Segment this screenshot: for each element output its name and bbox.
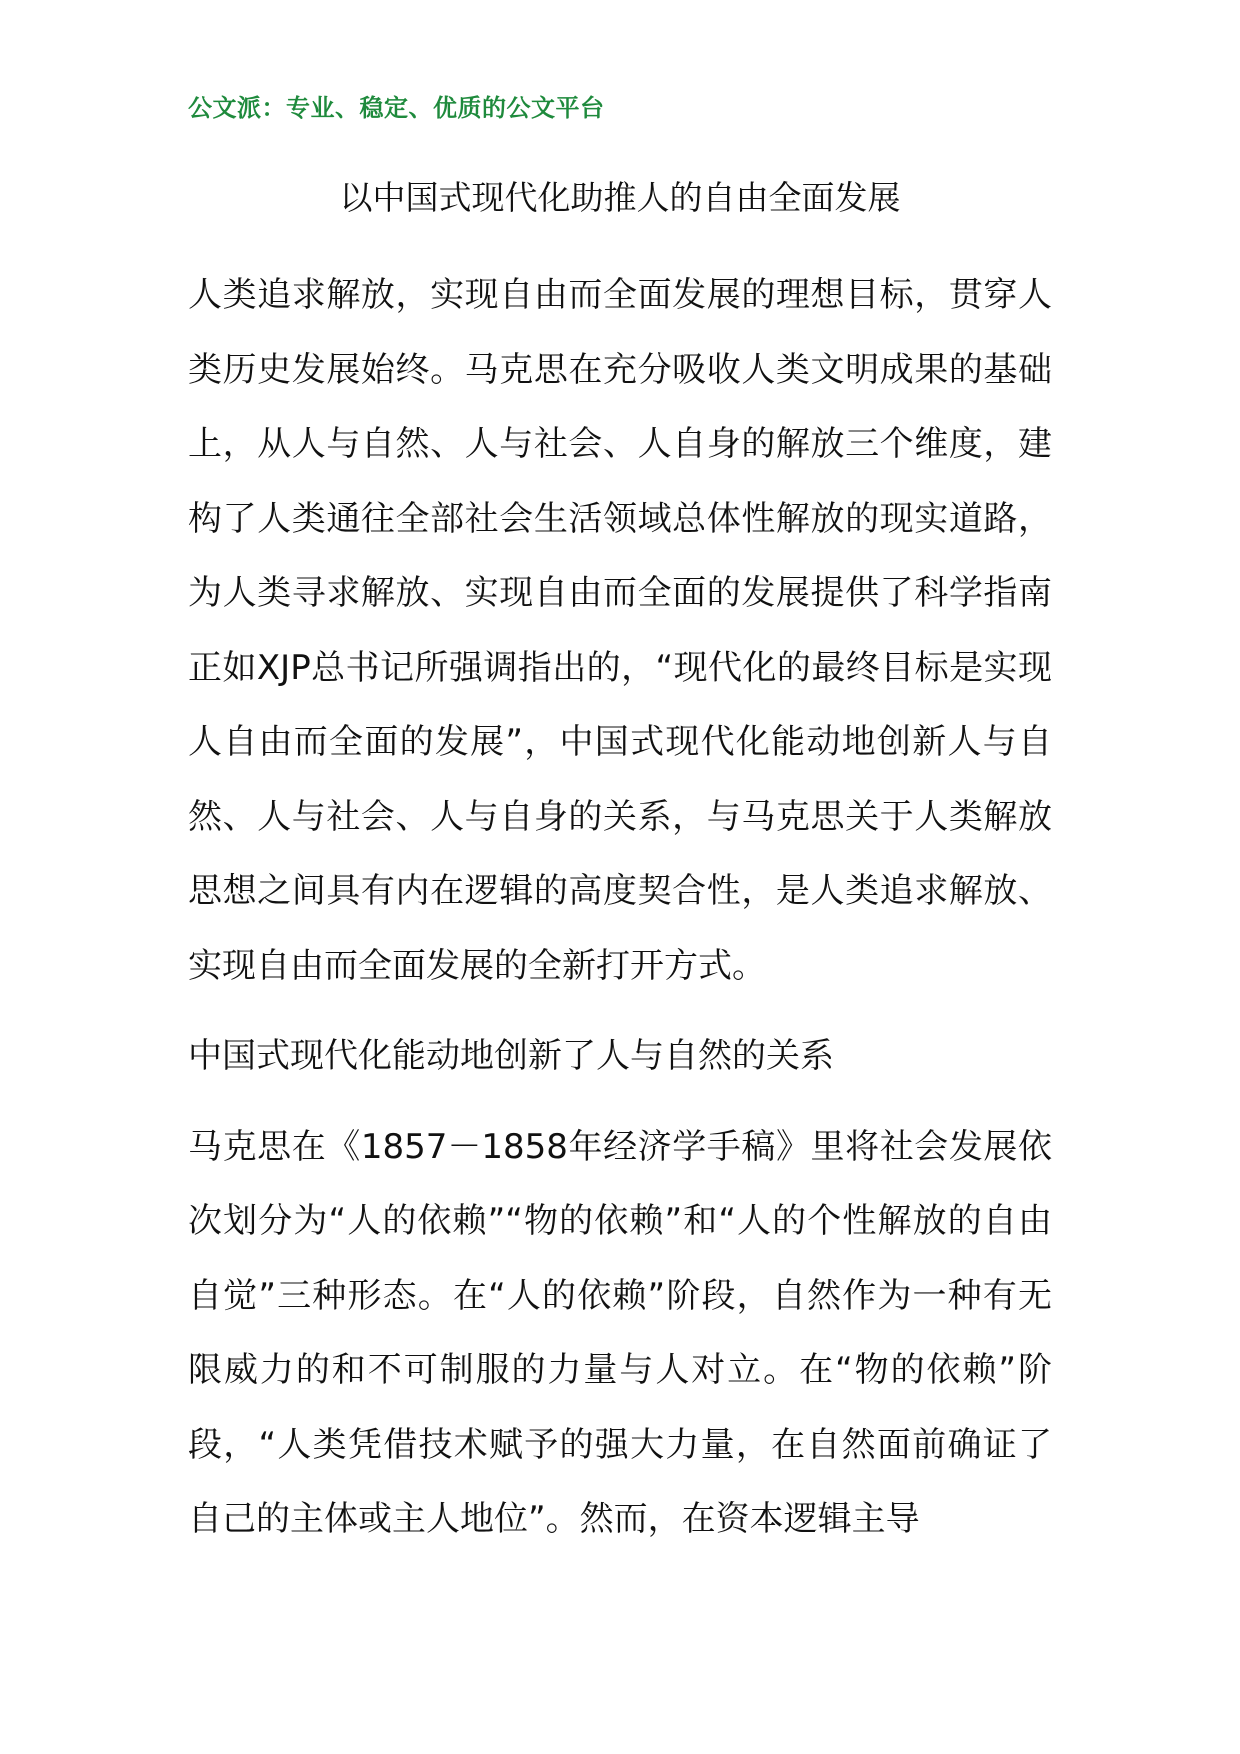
paragraph-intro: 人类追求解放，实现自由而全面发展的理想目标，贯穿人类历史发展始终。马克思在充分吸收人类文明成果的基础上，从人与自然、人与社会、人自身的解放三个维度，建构了人类通往全部社会生活领域总体性解放的现实道路，为人类寻求解放、实现自由而全面的发展提供了科学指南正如XJP总书记所强调指出的，“现代化的最终目标是实现人自由而全面的发展”，中国式现代化能动地创新人与自然、人与社会、人与自身的关系，与马克思关于人类解放思想之间具有内在逻辑的高度契合性，是人类追求解放、实现自由而全面发展的全新打开方式。 bbox=[188, 275, 1052, 986]
document-title: 以中国式现代化助推人的自由全面发展 bbox=[339, 178, 901, 217]
paragraph-section-1: 马克思在《1857－1858年经济学手稿》里将社会发展依次划分为“人的依赖”“物的依赖”和“人的个性解放的自由自觉”三种形态。在“人的依赖”阶段，自然作为一种有无限威力的和不可制服的力量与人对立。在“物的依赖”阶段，“人类凭借技术赋予的强大力量，在自然面前确证了自己的主体或主人地位”。然而，在资本逻辑主导 bbox=[188, 1126, 1052, 1539]
document-body bbox=[188, 258, 1052, 1557]
site-header: 公文派：专业、稳定、优质的公文平台 bbox=[188, 93, 605, 122]
section-heading: 中国式现代化能动地创新了人与自然的关系 bbox=[188, 1036, 834, 1076]
